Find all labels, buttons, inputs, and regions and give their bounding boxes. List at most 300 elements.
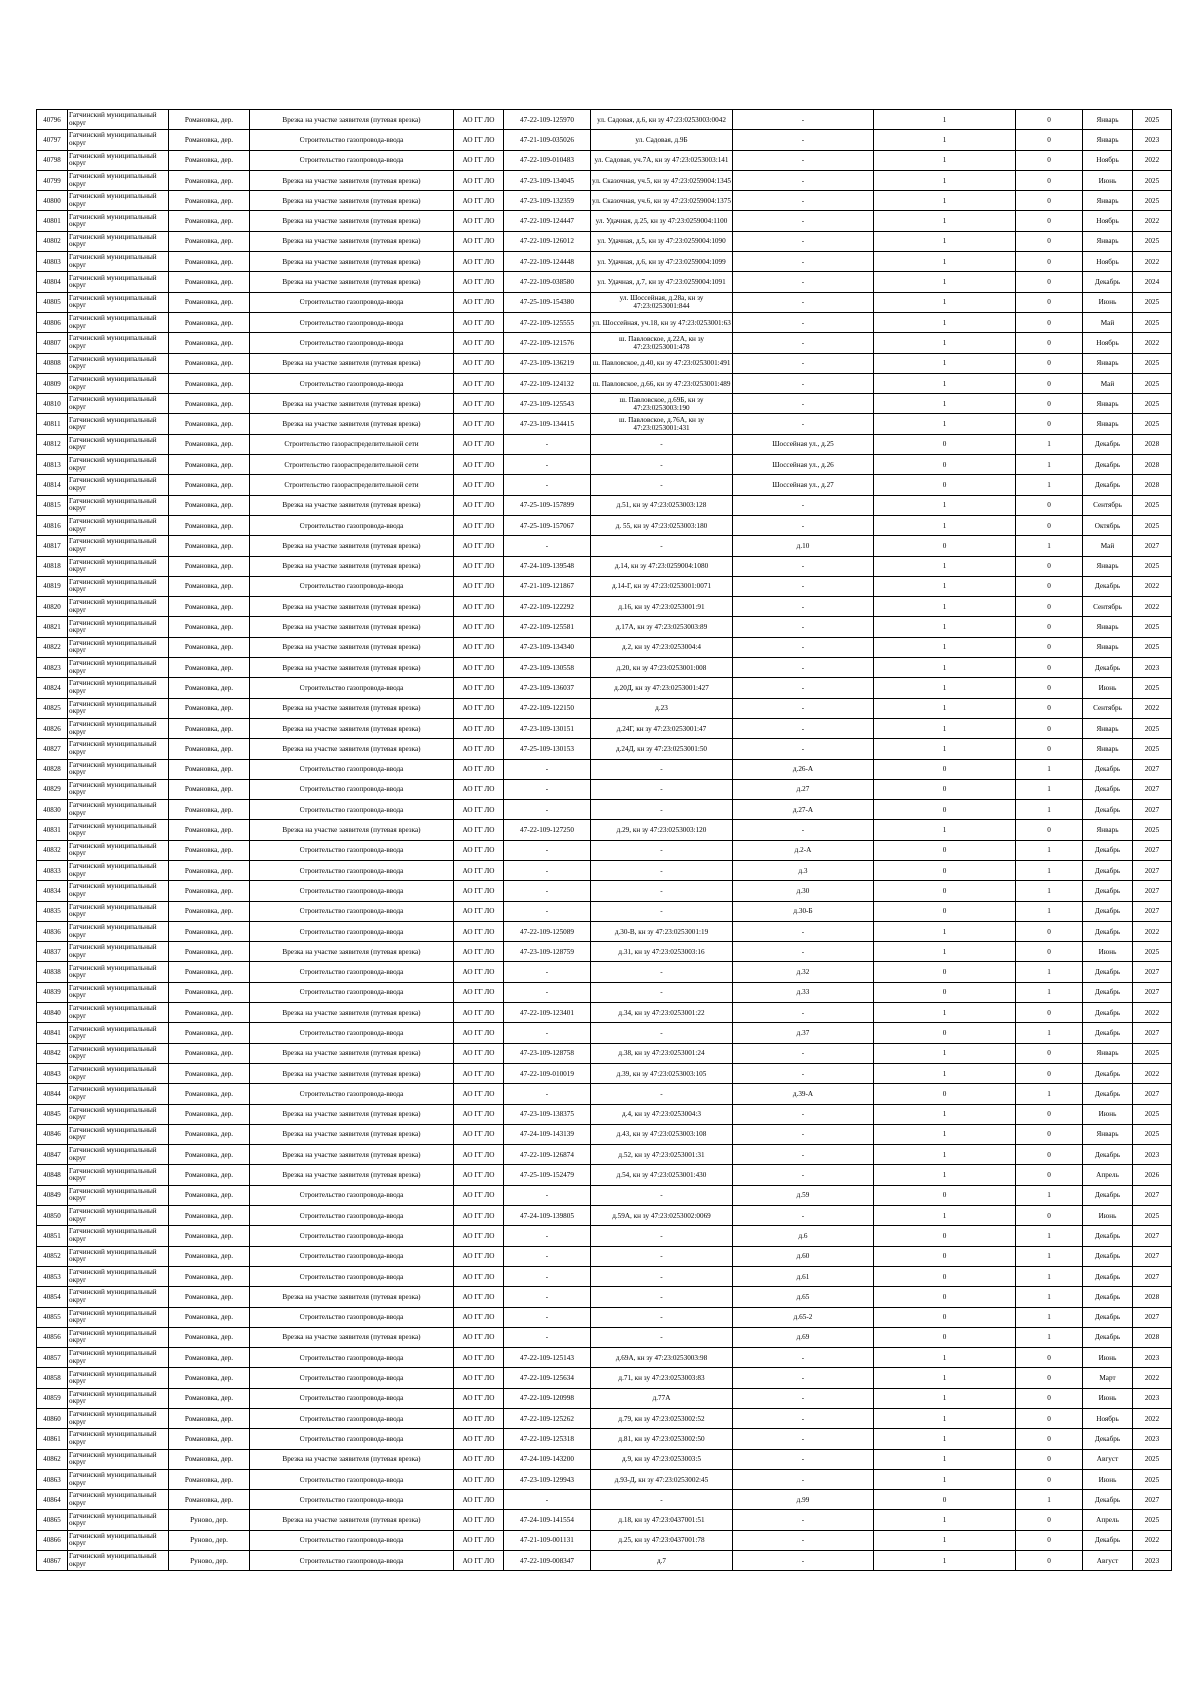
cell-count-planned: 1 [1016,1226,1083,1246]
cell-address: - [591,1490,733,1510]
cell-district: Гатчинский муниципальный округ [68,739,169,759]
cell-count-existing: 1 [874,637,1016,657]
cell-district: Гатчинский муниципальный округ [68,1145,169,1165]
cell-settlement: Романовка, дер. [169,1023,250,1043]
cell-month: Декабрь [1083,1003,1133,1023]
cell-month: Декабрь [1083,901,1133,921]
cell-address: д.77А [591,1388,733,1408]
cell-record-id: 40829 [37,779,68,799]
cell-record-id: 40867 [37,1551,68,1571]
table-row [37,1388,1172,1408]
cell-settlement: Романовка, дер. [169,698,250,718]
cell-work-type: Врезка на участке заявителя (путевая врезка) [250,1510,454,1530]
cell-record-id: 40810 [37,394,68,414]
cell-address: - [591,1246,733,1266]
cell-count-planned: 0 [1016,495,1083,515]
cell-district: Гатчинский муниципальный округ [68,860,169,880]
cell-work-type: Врезка на участке заявителя (путевая врезка) [250,170,454,190]
cell-month: Ноябрь [1083,150,1133,170]
cell-new-address: - [733,312,874,332]
cell-work-type: Врезка на участке заявителя (путевая врезка) [250,1104,454,1124]
cell-count-existing: 1 [874,1063,1016,1083]
cell-new-address: - [733,1510,874,1530]
cell-count-existing: 1 [874,1124,1016,1144]
cell-settlement: Романовка, дер. [169,191,250,211]
cell-count-existing: 1 [874,495,1016,515]
cell-month: Январь [1083,414,1133,434]
cell-organization: АО ГГ ЛО [454,394,504,414]
cell-new-address: - [733,252,874,272]
cell-count-planned: 0 [1016,1429,1083,1449]
cell-settlement: Романовка, дер. [169,1388,250,1408]
cell-new-address: - [733,373,874,393]
cell-work-type: Врезка на участке заявителя (путевая врезка) [250,495,454,515]
cell-application-number: - [504,1185,591,1205]
cell-year: 2025 [1133,515,1172,535]
cell-count-existing: 0 [874,1266,1016,1286]
cell-organization: АО ГГ ЛО [454,942,504,962]
cell-work-type: Строительство газопровода-ввода [250,1551,454,1571]
cell-organization: АО ГГ ЛО [454,1469,504,1489]
cell-record-id: 40807 [37,333,68,353]
cell-count-planned: 0 [1016,373,1083,393]
cell-year: 2022 [1133,252,1172,272]
cell-record-id: 40830 [37,800,68,820]
cell-count-planned: 1 [1016,1185,1083,1205]
cell-new-address: д.30-Б [733,901,874,921]
cell-month: Январь [1083,130,1133,150]
cell-new-address: - [733,1469,874,1489]
cell-count-planned: 1 [1016,901,1083,921]
cell-organization: АО ГГ ЛО [454,312,504,332]
cell-application-number: 47-22-109-125555 [504,312,591,332]
cell-count-existing: 0 [874,536,1016,556]
cell-district: Гатчинский муниципальный округ [68,434,169,454]
cell-application-number: - [504,901,591,921]
cell-work-type: Строительство газопровода-ввода [250,759,454,779]
cell-month: Июнь [1083,678,1133,698]
cell-work-type: Врезка на участке заявителя (путевая врезка) [250,1003,454,1023]
cell-organization: АО ГГ ЛО [454,1490,504,1510]
cell-record-id: 40820 [37,597,68,617]
cell-work-type: Врезка на участке заявителя (путевая врезка) [250,394,454,414]
cell-record-id: 40852 [37,1246,68,1266]
cell-district: Гатчинский муниципальный округ [68,1287,169,1307]
cell-record-id: 40857 [37,1348,68,1368]
cell-new-address: д.37 [733,1023,874,1043]
cell-count-planned: 0 [1016,820,1083,840]
cell-record-id: 40797 [37,130,68,150]
table-row [37,1185,1172,1205]
cell-year: 2027 [1133,1490,1172,1510]
table-row [37,597,1172,617]
cell-organization: АО ГГ ЛО [454,252,504,272]
cell-settlement: Романовка, дер. [169,901,250,921]
cell-application-number: 47-23-109-134340 [504,637,591,657]
table-row [37,556,1172,576]
cell-district: Гатчинский муниципальный округ [68,800,169,820]
cell-count-planned: 0 [1016,1165,1083,1185]
cell-district: Гатчинский муниципальный округ [68,1368,169,1388]
cell-count-existing: 0 [874,982,1016,1002]
cell-record-id: 40809 [37,373,68,393]
cell-application-number: 47-24-109-143200 [504,1449,591,1469]
cell-address: - [591,1307,733,1327]
cell-work-type: Врезка на участке заявителя (путевая врезка) [250,1449,454,1469]
cell-settlement: Романовка, дер. [169,1287,250,1307]
cell-application-number: 47-22-109-125970 [504,110,591,130]
cell-count-planned: 0 [1016,394,1083,414]
cell-application-number: - [504,1327,591,1347]
cell-year: 2028 [1133,1327,1172,1347]
cell-district: Гатчинский муниципальный округ [68,1165,169,1185]
cell-count-existing: 0 [874,1226,1016,1246]
cell-application-number: - [504,536,591,556]
cell-organization: АО ГГ ЛО [454,211,504,231]
cell-count-existing: 0 [874,475,1016,495]
cell-district: Гатчинский муниципальный округ [68,170,169,190]
table-row [37,739,1172,759]
cell-count-planned: 1 [1016,536,1083,556]
cell-organization: АО ГГ ЛО [454,110,504,130]
cell-application-number: - [504,1287,591,1307]
cell-count-existing: 1 [874,130,1016,150]
cell-work-type: Врезка на участке заявителя (путевая врезка) [250,617,454,637]
cell-year: 2023 [1133,1551,1172,1571]
cell-month: Декабрь [1083,1490,1133,1510]
cell-organization: АО ГГ ЛО [454,1510,504,1530]
cell-year: 2025 [1133,820,1172,840]
cell-address: ул. Шоссейная, д.28а, кн зу 47:23:0253001:844 [591,292,733,312]
cell-year: 2027 [1133,1226,1172,1246]
cell-new-address: - [733,191,874,211]
cell-month: Декабрь [1083,860,1133,880]
cell-count-existing: 1 [874,820,1016,840]
cell-district: Гатчинский муниципальный округ [68,373,169,393]
table-row [37,1145,1172,1165]
cell-month: Декабрь [1083,1063,1133,1083]
cell-settlement: Романовка, дер. [169,150,250,170]
cell-address: д.39, кн зу 47:23:0253003:105 [591,1063,733,1083]
cell-organization: АО ГГ ЛО [454,921,504,941]
table-row [37,1226,1172,1246]
cell-application-number: 47-22-109-125634 [504,1368,591,1388]
cell-count-planned: 1 [1016,962,1083,982]
cell-month: Январь [1083,617,1133,637]
cell-application-number: 47-23-109-134045 [504,170,591,190]
cell-application-number: 47-22-109-124448 [504,252,591,272]
cell-count-planned: 0 [1016,718,1083,738]
cell-new-address: д.65-2 [733,1307,874,1327]
cell-settlement: Руново, дер. [169,1510,250,1530]
cell-count-planned: 1 [1016,1023,1083,1043]
cell-new-address: - [733,1429,874,1449]
cell-settlement: Романовка, дер. [169,515,250,535]
cell-application-number: 47-22-109-122292 [504,597,591,617]
table-row [37,1469,1172,1489]
cell-district: Гатчинский муниципальный округ [68,617,169,637]
cell-year: 2026 [1133,1165,1172,1185]
cell-district: Гатчинский муниципальный округ [68,718,169,738]
cell-record-id: 40864 [37,1490,68,1510]
cell-new-address: - [733,1530,874,1550]
cell-year: 2025 [1133,1469,1172,1489]
cell-organization: АО ГГ ЛО [454,1246,504,1266]
cell-organization: АО ГГ ЛО [454,1348,504,1368]
cell-year: 2027 [1133,1266,1172,1286]
cell-application-number: 47-23-109-136037 [504,678,591,698]
cell-settlement: Романовка, дер. [169,678,250,698]
cell-new-address: - [733,333,874,353]
cell-year: 2025 [1133,373,1172,393]
cell-work-type: Врезка на участке заявителя (путевая врезка) [250,637,454,657]
cell-count-existing: 1 [874,1388,1016,1408]
cell-year: 2022 [1133,211,1172,231]
cell-month: Декабрь [1083,658,1133,678]
cell-address: - [591,759,733,779]
cell-record-id: 40803 [37,252,68,272]
table-row [37,921,1172,941]
cell-address: - [591,434,733,454]
table-row [37,840,1172,860]
cell-record-id: 40839 [37,982,68,1002]
cell-count-planned: 0 [1016,698,1083,718]
cell-address: д.4, кн зу 47:23:0253004:3 [591,1104,733,1124]
cell-new-address: - [733,921,874,941]
cell-organization: АО ГГ ЛО [454,333,504,353]
table-row [37,1490,1172,1510]
cell-work-type: Строительство газопровода-ввода [250,1490,454,1510]
cell-organization: АО ГГ ЛО [454,718,504,738]
cell-organization: АО ГГ ЛО [454,130,504,150]
cell-address: - [591,881,733,901]
cell-work-type: Строительство газопровода-ввода [250,1388,454,1408]
cell-new-address: - [733,1449,874,1469]
table-row [37,1246,1172,1266]
cell-address: - [591,962,733,982]
cell-settlement: Романовка, дер. [169,455,250,475]
cell-record-id: 40853 [37,1266,68,1286]
cell-district: Гатчинский муниципальный округ [68,1348,169,1368]
cell-count-planned: 1 [1016,982,1083,1002]
cell-address: - [591,1084,733,1104]
cell-month: Декабрь [1083,1429,1133,1449]
cell-organization: АО ГГ ЛО [454,1530,504,1550]
cell-address: д.20, кн зу 47:23:0253001:008 [591,658,733,678]
cell-settlement: Романовка, дер. [169,252,250,272]
cell-count-planned: 0 [1016,597,1083,617]
cell-organization: АО ГГ ЛО [454,353,504,373]
cell-work-type: Врезка на участке заявителя (путевая врезка) [250,718,454,738]
cell-count-planned: 1 [1016,881,1083,901]
cell-year: 2025 [1133,414,1172,434]
cell-year: 2027 [1133,536,1172,556]
cell-organization: АО ГГ ЛО [454,820,504,840]
cell-district: Гатчинский муниципальный округ [68,1084,169,1104]
cell-month: Июнь [1083,1469,1133,1489]
cell-record-id: 40821 [37,617,68,637]
cell-month: Декабрь [1083,921,1133,941]
cell-organization: АО ГГ ЛО [454,759,504,779]
cell-count-planned: 0 [1016,1043,1083,1063]
cell-organization: АО ГГ ЛО [454,373,504,393]
cell-application-number: 47-22-109-125318 [504,1429,591,1449]
cell-count-existing: 1 [874,1409,1016,1429]
cell-record-id: 40824 [37,678,68,698]
cell-record-id: 40818 [37,556,68,576]
cell-settlement: Романовка, дер. [169,921,250,941]
cell-address: д.9, кн зу 47:23:0253003:5 [591,1449,733,1469]
cell-count-existing: 1 [874,312,1016,332]
cell-address: ул. Удачная, д.7, кн зу 47:23:0259004:1091 [591,272,733,292]
cell-new-address: - [733,130,874,150]
cell-count-planned: 0 [1016,1530,1083,1550]
cell-new-address: д.2-А [733,840,874,860]
cell-address: ул. Шоссейная, уч.18, кн зу 47:23:0253001:63 [591,312,733,332]
cell-record-id: 40796 [37,110,68,130]
cell-district: Гатчинский муниципальный округ [68,1469,169,1489]
cell-work-type: Строительство газораспределительной сети [250,475,454,495]
table-row [37,779,1172,799]
cell-district: Гатчинский муниципальный округ [68,536,169,556]
cell-record-id: 40847 [37,1145,68,1165]
cell-month: Май [1083,312,1133,332]
cell-record-id: 40834 [37,881,68,901]
cell-settlement: Романовка, дер. [169,536,250,556]
cell-application-number: 47-21-109-035026 [504,130,591,150]
cell-record-id: 40840 [37,1003,68,1023]
cell-district: Гатчинский муниципальный округ [68,272,169,292]
cell-month: Январь [1083,191,1133,211]
cell-count-planned: 0 [1016,231,1083,251]
cell-new-address: д.60 [733,1246,874,1266]
cell-application-number: - [504,779,591,799]
cell-record-id: 40801 [37,211,68,231]
cell-application-number: 47-25-109-130153 [504,739,591,759]
cell-year: 2025 [1133,739,1172,759]
cell-district: Гатчинский муниципальный округ [68,1327,169,1347]
cell-application-number: 47-22-109-123401 [504,1003,591,1023]
cell-new-address: - [733,1368,874,1388]
cell-application-number: - [504,1246,591,1266]
cell-district: Гатчинский муниципальный округ [68,1409,169,1429]
cell-district: Гатчинский муниципальный округ [68,1307,169,1327]
cell-district: Гатчинский муниципальный округ [68,840,169,860]
cell-new-address: - [733,1124,874,1144]
cell-settlement: Романовка, дер. [169,414,250,434]
cell-year: 2025 [1133,110,1172,130]
cell-district: Гатчинский муниципальный округ [68,1266,169,1286]
cell-organization: АО ГГ ЛО [454,1145,504,1165]
cell-organization: АО ГГ ЛО [454,1429,504,1449]
cell-address: ул. Садовая, уч.7А, кн зу 47:23:0253003:141 [591,150,733,170]
cell-district: Гатчинский муниципальный округ [68,191,169,211]
cell-district: Гатчинский муниципальный округ [68,576,169,596]
cell-new-address: - [733,637,874,657]
cell-year: 2023 [1133,658,1172,678]
table-row [37,1104,1172,1124]
cell-application-number: 47-22-109-126012 [504,231,591,251]
cell-application-number: - [504,1307,591,1327]
cell-count-existing: 1 [874,556,1016,576]
cell-count-existing: 0 [874,455,1016,475]
cell-district: Гатчинский муниципальный округ [68,678,169,698]
cell-application-number: 47-22-109-010019 [504,1063,591,1083]
cell-record-id: 40806 [37,312,68,332]
cell-district: Гатчинский муниципальный округ [68,556,169,576]
cell-year: 2025 [1133,556,1172,576]
cell-new-address: - [733,231,874,251]
table-row [37,353,1172,373]
cell-work-type: Врезка на участке заявителя (путевая врезка) [250,1145,454,1165]
cell-address: д.51, кн зу 47:23:0253003:128 [591,495,733,515]
cell-district: Гатчинский муниципальный округ [68,353,169,373]
cell-settlement: Романовка, дер. [169,881,250,901]
cell-year: 2027 [1133,1084,1172,1104]
cell-year: 2027 [1133,779,1172,799]
cell-count-planned: 0 [1016,1409,1083,1429]
cell-count-planned: 0 [1016,1063,1083,1083]
table-row [37,698,1172,718]
table-row [37,536,1172,556]
cell-application-number: 47-25-109-157899 [504,495,591,515]
cell-address: ул. Сказочная, уч.5, кн зу 47:23:0259004:1345 [591,170,733,190]
cell-organization: АО ГГ ЛО [454,170,504,190]
cell-district: Гатчинский муниципальный округ [68,759,169,779]
cell-record-id: 40802 [37,231,68,251]
cell-application-number: 47-22-109-125089 [504,921,591,941]
cell-record-id: 40825 [37,698,68,718]
cell-settlement: Романовка, дер. [169,556,250,576]
cell-application-number: - [504,434,591,454]
cell-organization: АО ГГ ЛО [454,901,504,921]
cell-count-planned: 0 [1016,191,1083,211]
cell-address: ш. Павловское, д.22А, кн зу 47:23:0253001:478 [591,333,733,353]
cell-work-type: Строительство газопровода-ввода [250,1530,454,1550]
cell-district: Гатчинский муниципальный округ [68,881,169,901]
cell-application-number: 47-25-109-152479 [504,1165,591,1185]
cell-count-planned: 1 [1016,1266,1083,1286]
cell-application-number: - [504,1226,591,1246]
cell-work-type: Врезка на участке заявителя (путевая врезка) [250,597,454,617]
cell-organization: АО ГГ ЛО [454,1104,504,1124]
cell-address: д.52, кн зу 47:23:0253001:31 [591,1145,733,1165]
cell-year: 2022 [1133,1530,1172,1550]
cell-district: Гатчинский муниципальный округ [68,1063,169,1083]
cell-month: Июнь [1083,1348,1133,1368]
table-row [37,637,1172,657]
cell-organization: АО ГГ ЛО [454,698,504,718]
cell-month: Сентябрь [1083,597,1133,617]
cell-settlement: Романовка, дер. [169,272,250,292]
cell-application-number: - [504,800,591,820]
cell-organization: АО ГГ ЛО [454,860,504,880]
cell-organization: АО ГГ ЛО [454,515,504,535]
cell-count-existing: 1 [874,1530,1016,1550]
cell-year: 2025 [1133,617,1172,637]
cell-settlement: Романовка, дер. [169,1266,250,1286]
cell-new-address: д.10 [733,536,874,556]
cell-record-id: 40816 [37,515,68,535]
cell-month: Июнь [1083,170,1133,190]
cell-year: 2023 [1133,130,1172,150]
cell-work-type: Строительство газопровода-ввода [250,150,454,170]
cell-work-type: Строительство газопровода-ввода [250,576,454,596]
cell-organization: АО ГГ ЛО [454,556,504,576]
cell-work-type: Строительство газопровода-ввода [250,130,454,150]
cell-organization: АО ГГ ЛО [454,739,504,759]
cell-count-planned: 0 [1016,312,1083,332]
